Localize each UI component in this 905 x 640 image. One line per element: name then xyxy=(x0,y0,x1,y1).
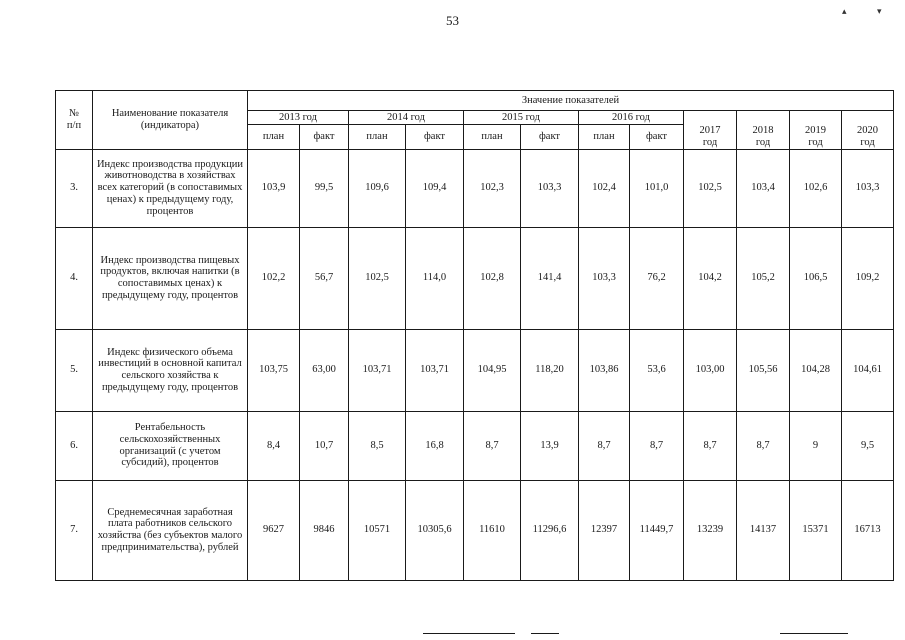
value-cell: 103,9 xyxy=(248,149,300,227)
value-cell: 102,8 xyxy=(464,227,521,329)
value-cell: 8,7 xyxy=(684,411,737,480)
value-cell: 103,71 xyxy=(349,329,406,411)
header-year-2016: 2016 год xyxy=(579,111,684,125)
value-cell: 56,7 xyxy=(300,227,349,329)
row-number: 4. xyxy=(56,227,93,329)
header-plan: план xyxy=(349,125,406,149)
value-cell: 102,3 xyxy=(464,149,521,227)
value-cell: 103,3 xyxy=(521,149,579,227)
value-cell: 63,00 xyxy=(300,329,349,411)
value-cell: 109,6 xyxy=(349,149,406,227)
value-cell: 103,86 xyxy=(579,329,630,411)
value-cell: 13239 xyxy=(684,480,737,580)
value-cell: 106,5 xyxy=(790,227,842,329)
value-cell: 14137 xyxy=(737,480,790,580)
header-year-2017: 2017 год xyxy=(684,111,737,150)
header-plan: план xyxy=(579,125,630,149)
header-fact: факт xyxy=(630,125,684,149)
value-cell: 103,00 xyxy=(684,329,737,411)
value-cell: 8,7 xyxy=(630,411,684,480)
header-values: Значение показателей xyxy=(248,91,894,111)
value-cell: 53,6 xyxy=(630,329,684,411)
header-fact: факт xyxy=(300,125,349,149)
header-fact: факт xyxy=(406,125,464,149)
value-cell: 8,7 xyxy=(737,411,790,480)
value-cell: 105,2 xyxy=(737,227,790,329)
value-cell: 11449,7 xyxy=(630,480,684,580)
value-cell: 102,6 xyxy=(790,149,842,227)
header-num: № п/п xyxy=(56,91,93,150)
table-row xyxy=(56,480,894,580)
value-cell: 102,5 xyxy=(349,227,406,329)
value-cell: 76,2 xyxy=(630,227,684,329)
page-number: 53 xyxy=(446,13,459,28)
value-cell: 11296,6 xyxy=(521,480,579,580)
value-cell: 9846 xyxy=(300,480,349,580)
value-cell: 10571 xyxy=(349,480,406,580)
value-cell: 16,8 xyxy=(406,411,464,480)
value-cell: 8,7 xyxy=(579,411,630,480)
value-cell: 99,5 xyxy=(300,149,349,227)
footer-rule xyxy=(531,633,559,634)
table-row xyxy=(56,329,894,411)
value-cell: 9627 xyxy=(248,480,300,580)
value-cell: 104,95 xyxy=(464,329,521,411)
value-cell: 141,4 xyxy=(521,227,579,329)
indicator-name: Индекс производства пищевых продуктов, включая напитки (в сопоставимых ценах) к предыдущему году, процентов xyxy=(93,227,248,329)
table-row xyxy=(56,227,894,329)
value-cell: 8,4 xyxy=(248,411,300,480)
header-plan: план xyxy=(248,125,300,149)
value-cell: 104,28 xyxy=(790,329,842,411)
value-cell: 102,5 xyxy=(684,149,737,227)
header-year-2018: 2018 год xyxy=(737,111,790,150)
indicators-table xyxy=(55,90,894,581)
row-number: 7. xyxy=(56,480,93,580)
indicator-name: Индекс физического объема инвестиций в основной капитал сельского хозяйства к предыдущему году, процентов xyxy=(93,329,248,411)
value-cell: 103,3 xyxy=(842,149,894,227)
value-cell: 114,0 xyxy=(406,227,464,329)
value-cell: 103,4 xyxy=(737,149,790,227)
value-cell: 105,56 xyxy=(737,329,790,411)
value-cell: 9 xyxy=(790,411,842,480)
value-cell: 12397 xyxy=(579,480,630,580)
header-plan: план xyxy=(464,125,521,149)
header-fact: факт xyxy=(521,125,579,149)
value-cell: 8,7 xyxy=(464,411,521,480)
table-row xyxy=(56,149,894,227)
header-year-2019: 2019 год xyxy=(790,111,842,150)
value-cell: 8,5 xyxy=(349,411,406,480)
indicator-name: Рентабельность сельскохозяйственных организаций (с учетом субсидий), процентов xyxy=(93,411,248,480)
header-year-2014: 2014 год xyxy=(349,111,464,125)
header-year-2013: 2013 год xyxy=(248,111,349,125)
value-cell: 13,9 xyxy=(521,411,579,480)
value-cell: 104,2 xyxy=(684,227,737,329)
row-number: 5. xyxy=(56,329,93,411)
value-cell: 9,5 xyxy=(842,411,894,480)
value-cell: 15371 xyxy=(790,480,842,580)
value-cell: 102,4 xyxy=(579,149,630,227)
value-cell: 103,75 xyxy=(248,329,300,411)
value-cell: 102,2 xyxy=(248,227,300,329)
value-cell: 16713 xyxy=(842,480,894,580)
value-cell: 118,20 xyxy=(521,329,579,411)
indicator-name: Индекс производства продукции животноводства в хозяйствах всех категорий (в сопоставимых ценах) к предыдущему году, процентов xyxy=(93,149,248,227)
value-cell: 103,3 xyxy=(579,227,630,329)
header-year-2015: 2015 год xyxy=(464,111,579,125)
header-name: Наименование показателя (индикатора) xyxy=(93,91,248,150)
scan-mark: ▾ xyxy=(877,6,882,16)
header-year-2020: 2020 год xyxy=(842,111,894,150)
footer-rule xyxy=(780,633,848,634)
value-cell: 11610 xyxy=(464,480,521,580)
value-cell: 109,2 xyxy=(842,227,894,329)
table-row xyxy=(56,411,894,480)
value-cell: 103,71 xyxy=(406,329,464,411)
indicator-name: Среднемесячная заработная плата работников сельского хозяйства (без субъектов малого предпринимательства), рублей xyxy=(93,480,248,580)
row-number: 6. xyxy=(56,411,93,480)
value-cell: 10305,6 xyxy=(406,480,464,580)
value-cell: 101,0 xyxy=(630,149,684,227)
row-number: 3. xyxy=(56,149,93,227)
value-cell: 10,7 xyxy=(300,411,349,480)
value-cell: 104,61 xyxy=(842,329,894,411)
value-cell: 109,4 xyxy=(406,149,464,227)
scan-mark: ▴ xyxy=(842,6,847,16)
footer-rule xyxy=(423,633,515,634)
